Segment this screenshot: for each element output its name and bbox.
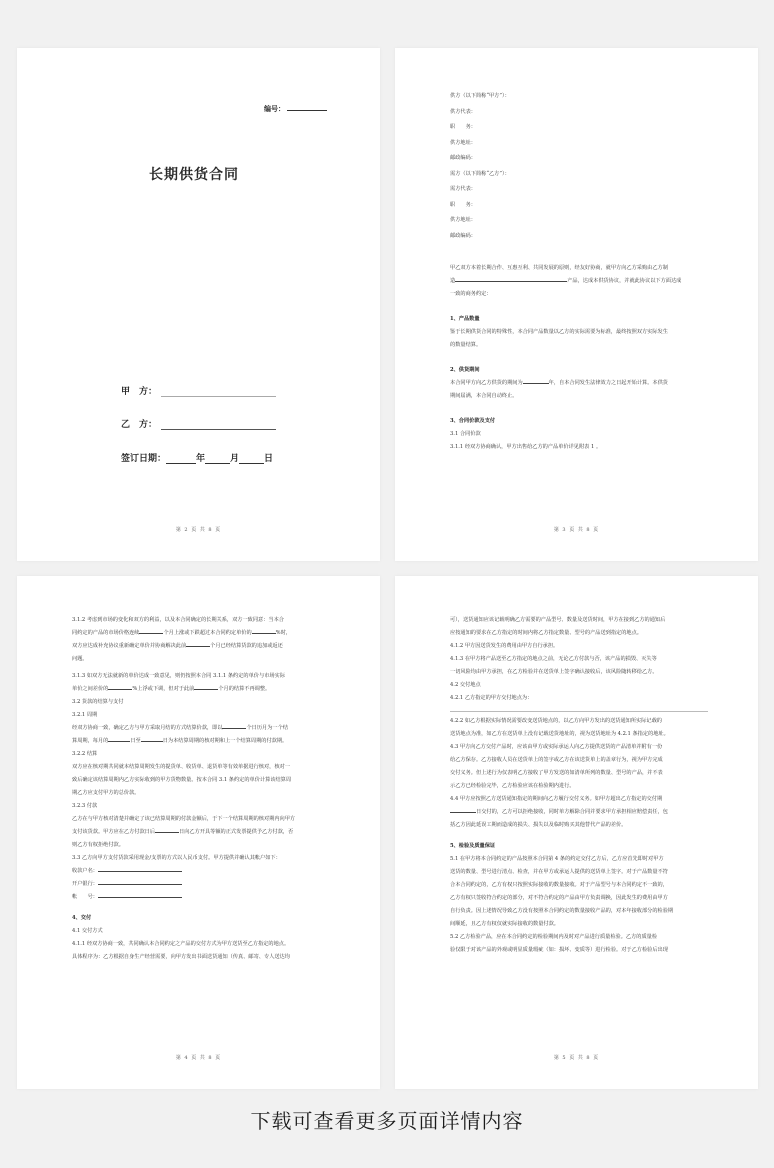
account-name-blank — [98, 866, 182, 872]
delivery-day-blank — [450, 807, 476, 813]
paragraph-line: 给乙方保存。乙方接收人员在送货单上的签字或乙方在该送货单上的盖章行为，视为甲方完成 — [450, 757, 663, 763]
bank-line — [72, 878, 330, 891]
paragraph-line — [72, 627, 330, 640]
paragraph-text: %时， — [275, 630, 291, 636]
info-line: 供方地址： — [450, 139, 476, 146]
paragraph-line: 乙方在与甲方核对清楚并确定了该已结算周期的付款金额后，于下一个结算周期的核对期内向甲方 — [72, 816, 296, 822]
paragraph-text: 同约定的产品的市场价格连续 — [72, 630, 140, 636]
paragraph-line: 送货地点为准，如乙方在送货单上没有记载送货地址的，视为送货地址为 4.2.1 条指定的地址。 — [450, 731, 669, 737]
section-2-title: 2、供货期间 — [450, 367, 480, 373]
delivery-address-blank — [450, 705, 708, 712]
intro-text: 产品，达成本供货协议，并就此协议以下方面达成 — [567, 278, 682, 284]
paragraph-text: %上浮或下调，但对于此前 — [132, 686, 195, 692]
months-blank — [186, 641, 210, 647]
paragraph-text: 个月已经结算货款的追加或返还 — [210, 643, 283, 649]
paragraph-line: 3.1.2 考虑到市场的变化和双方的利益，以及本合同确定的长期关系，双方一致同意：当本合 — [72, 617, 284, 623]
section-1-title: 1、产品数量 — [450, 316, 480, 322]
contract-title: 长期供货合同 — [149, 167, 239, 183]
year-label: 年 — [196, 454, 206, 464]
paragraph-text: 日向乙方开具等额的正式发票提供予乙方付款，否 — [179, 829, 294, 835]
day-blank — [108, 736, 130, 742]
info-line: 供方（以下简称“甲方”）： — [450, 93, 510, 99]
percent-blank — [108, 684, 132, 690]
paragraph-line: 合本合同约定的，乙方有权只按照实际接收的数量接收。对于产品型号与本合同约定不一致的， — [450, 882, 668, 888]
paragraph-text: 双方应达成补充协议重新确定单价并协商解决此前 — [72, 643, 187, 649]
subsection-title: 3.2.3 付款 — [72, 803, 98, 809]
info-line: 需方（以下简称“乙方”）： — [450, 170, 510, 177]
subsection-title: 3.2.1 周期 — [72, 712, 98, 718]
paragraph-line: 4.1.3 在甲方将产品送至乙方指定的地点之前，无论乙方付款与否，该产品的损毁、灭失等 — [450, 656, 657, 662]
paragraph-line: 乙方有权只签收符合约定的部分，对不符合约定的产品由甲方负责调换，因此发生的费用由甲方 — [450, 895, 668, 901]
account-name-line — [72, 865, 330, 878]
account-number-line — [72, 891, 330, 904]
paragraph-line — [450, 806, 708, 819]
contract-body — [72, 614, 330, 964]
months-blank — [222, 723, 246, 729]
paragraph-line — [72, 826, 330, 839]
party-b-label: 乙 方： — [121, 420, 158, 430]
paragraph-line — [72, 722, 330, 735]
paragraph-line: 示乙方已经检验完毕，乙方检验应该在检验期内进行。 — [450, 783, 575, 789]
paragraph-line: 3.1.1 经双方协商确认，甲方出售给乙方的产品单价详见附表 1 。 — [450, 444, 602, 450]
paragraph-line: 4.1.2 甲方因送货发生的费用由甲方自行承担。 — [450, 643, 559, 649]
paragraph-line: 送货的数量、型号进行清点、检查，并在甲方或承运人提供的送货单上签字。对于产品数量不符 — [450, 869, 668, 875]
info-line: 职 务： — [450, 124, 476, 130]
paragraph-text: 单价之间差价的 — [72, 686, 109, 692]
paragraph-line: 4.4 甲方应按照乙方送货通知指定的期间向乙方履行交付义务。如甲方超出乙方指定的交付期 — [450, 796, 663, 802]
paragraph-text: 日为本结算周期的核对期和上一个结算周期的付款期。 — [162, 738, 288, 744]
paragraph-line: 致后确定该结算周期内乙方实际收到的甲方货物数量。按本合同 3.1 条约定的单价计算该结算周 — [72, 777, 292, 783]
party-a-line — [121, 384, 276, 397]
paragraph-text: 日交付的，乙方可以拒绝接收，同时单方解除合同并要求甲方承担相应赔偿责任，包 — [476, 809, 668, 815]
party-info-block — [450, 90, 708, 245]
paragraph-line: 应按通知的要求在乙方指定的时间内将乙方指定数量、型号的产品送到指定的地点。 — [450, 630, 642, 636]
paragraph-line: 3.1 合同价款 — [450, 431, 481, 437]
party-b-blank — [161, 420, 276, 430]
contract-body — [450, 262, 708, 454]
contract-page-4 — [17, 576, 380, 1089]
contract-number — [264, 104, 327, 114]
page-footer: 第 5 页 共 8 页 — [553, 1055, 600, 1061]
page-footer: 第 2 页 共 8 页 — [175, 527, 222, 533]
paragraph-line: 可），送货通知应该记载明确乙方需要的产品型号、数量及送货时间，甲方在接到乙方的通知后 — [450, 617, 666, 623]
info-line: 供方代表： — [450, 108, 476, 115]
paragraph-line: 间顺延，且乙方有权仅就实际接收的数量付款。 — [450, 921, 559, 927]
paragraph-line: 鉴于长期供货合同的特殊性，本合同产品数量以乙方的实际需要为标准，最终按照双方实际发生 — [450, 329, 668, 335]
bank-label: 开户银行： — [72, 881, 98, 887]
intro-line-3: 一致的商务约定： — [450, 291, 492, 297]
download-caption[interactable]: 下载可查看更多页面详情内容 — [250, 1109, 524, 1133]
sign-date-label: 签订日期： — [121, 454, 167, 464]
paragraph-line: 3.3 乙方向甲方支付货款采用现金/支票的方式以人民币支付。甲方提供并确认其帐户如下： — [72, 855, 281, 861]
day-label: 日 — [264, 454, 274, 464]
contract-number-label: 编号： — [264, 104, 285, 113]
paragraph-line: 4.1.1 经双方协商一致，共同确认本合同约定之产品的交付方式为甲方送货至乙方指定的地点。 — [72, 941, 290, 947]
paragraph-line: 交付义务。但上述行为仅表明乙方接收了甲方发送的如清单所列的数量、型号的产品，并不表 — [450, 770, 663, 776]
info-line: 邮政编码： — [450, 232, 476, 239]
party-a-label: 甲 方： — [121, 387, 158, 397]
account-number-blank — [98, 892, 182, 898]
intro-line-1: 甲乙双方本着长期合作、互惠互利、共同发展的原则，经友好协商，就甲方向乙方采购由乙方制 — [450, 265, 668, 271]
paragraph-line: 则乙方有权拒绝付款。 — [72, 842, 124, 848]
years-blank — [523, 378, 549, 384]
contract-page-3 — [395, 48, 758, 561]
months-blank — [139, 628, 163, 634]
page-footer: 第 3 页 共 8 页 — [553, 527, 600, 533]
percent-blank — [252, 628, 276, 634]
info-line: 邮政编码： — [450, 155, 476, 161]
paragraph-line: 问题。 — [72, 656, 88, 662]
paragraph-text: 本合同甲方向乙方供货的期间为 — [450, 380, 523, 386]
paragraph-line: 括乙方因此延误工期而造成的损失、损失以及临时购买其他替代产品的差价。 — [450, 822, 627, 828]
intro-text: 造 — [450, 278, 456, 284]
account-name-label: 收款户名： — [72, 868, 98, 874]
subsection-title: 4.2 交付地点 — [450, 682, 481, 688]
paragraph-line — [72, 735, 330, 748]
info-line: 需方代表： — [450, 186, 476, 192]
party-a-blank — [161, 387, 276, 397]
day-blank — [141, 736, 163, 742]
party-b-line — [121, 417, 276, 430]
paragraph-line: 5.1 在甲方将本合同约定的产品按照本合同第 4 条的约定交付乙方后，乙方应首先即时对甲方 — [450, 856, 664, 862]
section-5-title: 5、检验及质量保证 — [450, 843, 496, 849]
info-line: 职 务： — [450, 201, 476, 208]
paragraph-text: 年，自本合同发生法律效力之日起开始计算。本供货 — [548, 380, 668, 386]
year-blank — [166, 454, 196, 464]
paragraph-text: 个日历月为一个结 — [246, 725, 288, 731]
paragraph-line: 的数量结算。 — [450, 342, 482, 348]
info-line: 供方地址： — [450, 217, 476, 223]
section-3-title: 3、合同价款及支付 — [450, 418, 496, 424]
sign-date-line — [121, 451, 273, 464]
paragraph-line — [450, 377, 708, 390]
paragraph-text: 个月的结算不再调整。 — [218, 686, 271, 692]
month-label: 月 — [230, 454, 240, 464]
paragraph-line: 一切风险均由甲方承担，在乙方检验并在送货单上签字确认接收后，该风险随转移给乙方。 — [450, 669, 658, 675]
contract-cover-page — [17, 48, 380, 561]
paragraph-line: 4.2.2 如乙方根据实际情况需要改变送货地点的，以乙方向甲方发出的送货通知所实际记载的 — [450, 718, 662, 724]
subsection-title: 4.1 交付方式 — [72, 928, 103, 934]
paragraph-line: 期乙方应支付甲方的总价款。 — [72, 790, 140, 796]
paragraph-line: 验仅限于对该产品的外观或明显质量瑕疵（如：损坏、变质等）进行检验。对于乙方检验后出现 — [450, 947, 668, 953]
account-number-label: 帐 号： — [72, 894, 98, 900]
paragraph-text: 日至 — [130, 738, 141, 744]
paragraph-line: 4.3 甲方向乙方交付产品时，应该由甲方或实际承运人向乙方提供送货的产品清单并附有一份 — [450, 744, 663, 750]
page-footer: 第 4 页 共 8 页 — [175, 1055, 222, 1061]
paragraph-text: 个月上涨或下跌超过本合同约定单价的 — [163, 630, 252, 636]
months-blank — [194, 684, 218, 690]
section-4-title: 4、交付 — [72, 915, 92, 921]
intro-line-2 — [450, 275, 708, 288]
paragraph-line — [72, 640, 330, 653]
paragraph-line: 5.2 乙方检验产品，应在本合同约定的检验期间内及时对产品进行质量检验。乙方的质量检 — [450, 934, 658, 940]
paragraph-line: 具体程序为：乙方根据自身生产经营需要，向甲方发出书面送货通知（传真、邮寄、专人送达均 — [72, 954, 290, 960]
product-blank — [455, 276, 567, 282]
month-blank — [205, 454, 230, 464]
contract-body — [450, 614, 708, 957]
subsection-title: 3.2.2 结算 — [72, 751, 98, 757]
paragraph-line — [72, 683, 330, 696]
subsection-title: 3.2 货款的结算与支付 — [72, 699, 124, 705]
day-blank — [155, 827, 179, 833]
contract-page-5 — [395, 576, 758, 1089]
paragraph-line: 3.1.3 如双方无法就新的单价达成一致意见，则仍按照本合同 3.1.1 条约定的单价与市场实际 — [72, 673, 285, 679]
contract-number-blank — [287, 110, 327, 111]
day-blank — [239, 454, 264, 464]
paragraph-line: 自行负责。因上述情况导致乙方没有按照本合同约定的数量接收产品的，对本年接收部分的检验期 — [450, 908, 674, 914]
paragraph-text: 支付该货款。甲方应在乙方付款日后 — [72, 829, 156, 835]
paragraph-line: 期间届满，本合同自动终止。 — [450, 393, 518, 399]
paragraph-text: 算周期，每月的 — [72, 738, 109, 744]
paragraph-line: 双方应在核对期共同就本结算周期发生的提货单、收货单、退货单等有效单据进行核对，核对一 — [72, 764, 290, 770]
paragraph-line: 4.2.1 乙方指定的甲方交付地点为： — [450, 695, 533, 701]
paragraph-text: 经双方协商一致，确定乙方与甲方采取月结的方式结算价款，即以 — [72, 725, 223, 731]
bank-blank — [98, 879, 182, 885]
